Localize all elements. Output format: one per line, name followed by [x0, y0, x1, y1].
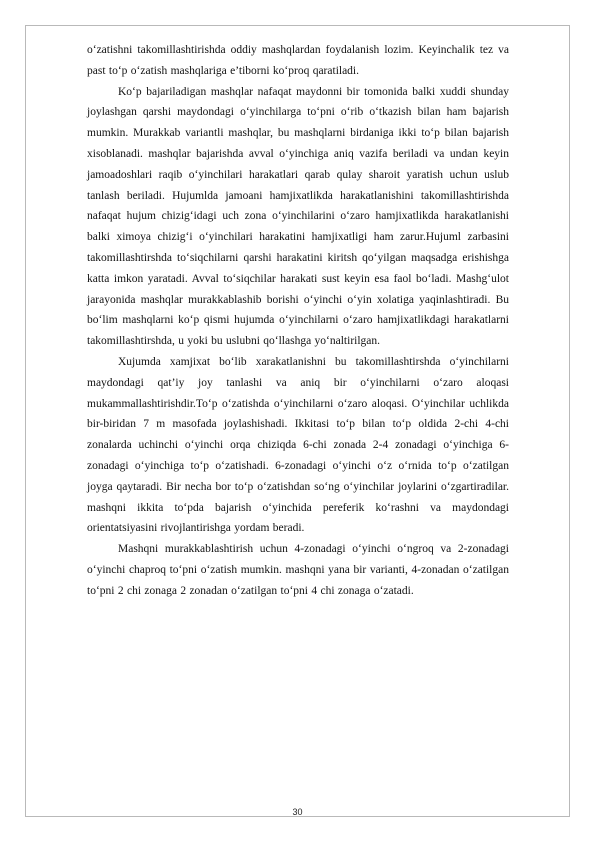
paragraph-3: Xujumda xamjixat bo‘lib xarakatlanishni bu takomillashtirshda o‘yinchilarni maydondagi qat’iy joy tanlashi va aniq bir o‘yinchilarni o‘zaro aloqasi mukammallashtirishdir.To‘p o‘zatishda o‘yinchilarni o‘zaro aloqasi. O‘yinchilar uchlikda bir-biridan 7 m masofada joylashishadi. Ikkitasi to‘p bilan to‘p oldida 2-chi 4-chi zonalarda uchinchi o‘yinchi orqa chiziqda 6-chi zonada 2-4 zonadagi o‘yinchiga 6-zonadagi o‘yinchiga to‘p o‘zatishadi. 6-zonadagi o‘yinchi o‘z o‘rnida to‘p o‘zatilgan joyga qaytaradi. Bir necha bor to‘p o‘zatishdan so‘ng o‘yinchilar joylarini o‘zgartiradilar. mashqni ikkita to‘pda bajarish o‘yinchida pereferik ko‘rashni va maydondagi orientatsiyasini rivojlantirishga yordam beradi.	[87, 355, 509, 535]
document-body	[87, 40, 509, 602]
paragraph-1: o‘zatishni takomillashtirishda oddiy mashqlardan foydalanish lozim. Keyinchalik tez va past to‘p o‘zatish mashqlariga e’tiborni ko‘proq qaratiladi.	[87, 44, 509, 77]
paragraph-2: Ko‘p bajariladigan mashqlar nafaqat maydonni bir tomonida balki xuddi shunday joylashgan qarshi maydondagi o‘yinchilarga to‘pni o‘rib o‘tkazish bilan ham bajarish mumkin. Murakkab variantli mashqlar, bu mashqlarni birdaniga ikki to‘p bilan bajarish xisoblanadi. mashqlar bajarishda avval o‘yinchiga aniq vazifa beriladi va undan keyin jamoadoshlari raqib o‘yinchilari harakatlari qarab qulay sharoit yaratish uchun uslub tanlash beriladi. Hujumlda jamoani hamjixatlikda harakatlanishini takomillashtirishda nafaqat hujum chizig‘idagi uch zona o‘yinchilarini o‘zaro hamjixatlikda harakatlanishi balki ximoya chizig‘i o‘yinchilari harakatini hamjixatligi ham zarur.Hujuml zarbasini takomillashtirshda to‘siqchilarni qarshi harakatini kiritsh qo‘yilgan maqsadga erishishga katta imkon yaratadi. Avval to‘siqchilar harakati sust keyin esa faol bo‘ladi. Mashg‘ulot jarayonida mashqlar murakkablashib borishi o‘yinchi o‘yin xolatiga yaqinlashtiradi. Bu bo‘lim mashqlarni ko‘p qismi hujumda o‘yinchilarni o‘zaro hamjixatlikdagi harakatlarni takomillashtirshda, u yoki bu uslubni qo‘llashga yo‘naltirilgan.	[87, 85, 509, 348]
paragraph-4: Mashqni murakkablashtirish uchun 4-zonadagi o‘yinchi o‘ngroq va 2-zonadagi o‘yinchi chaproq to‘pni o‘zatish mumkin. mashqni yana bir varianti, 4-zonadan o‘zatilgan to‘pni 2 chi zonaga 2 zonadan o‘zatilgan to‘pni 4 chi zonaga o‘zatadi.	[87, 543, 509, 597]
page-number: 30	[292, 807, 303, 817]
